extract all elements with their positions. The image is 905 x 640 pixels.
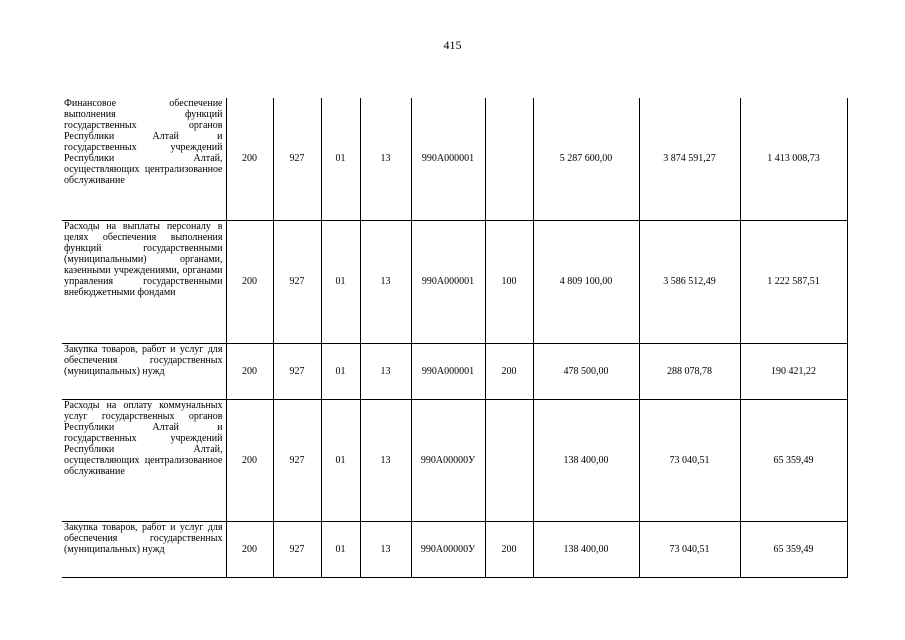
page-number: 415 bbox=[443, 38, 462, 52]
plan-amount-cell: 5 287 600,00 bbox=[533, 98, 639, 220]
table-row bbox=[62, 521, 847, 577]
table-row bbox=[62, 343, 847, 399]
plan-amount-cell: 4 809 100,00 bbox=[533, 220, 639, 343]
executed-amount-cell: 288 078,78 bbox=[639, 343, 740, 399]
ministry-code-cell: 927 bbox=[273, 343, 321, 399]
admin-code-cell: 200 bbox=[226, 220, 273, 343]
table-row bbox=[62, 98, 847, 220]
remainder-amount-cell: 1 222 587,51 bbox=[740, 220, 847, 343]
target-item-cell: 990А00000У bbox=[411, 521, 485, 577]
executed-amount-cell: 3 586 512,49 bbox=[639, 220, 740, 343]
target-item-cell: 990А000001 bbox=[411, 220, 485, 343]
ministry-code-cell: 927 bbox=[273, 521, 321, 577]
expense-type-cell: 100 bbox=[485, 220, 533, 343]
section-code-cell: 01 bbox=[321, 399, 360, 521]
expense-name-cell: Закупка товаров, работ и услуг для обеспечения государственных (муниципальных) нужд bbox=[62, 343, 226, 399]
expense-type-cell bbox=[485, 98, 533, 220]
budget-table bbox=[62, 98, 848, 578]
ministry-code-cell: 927 bbox=[273, 98, 321, 220]
plan-amount-cell: 138 400,00 bbox=[533, 521, 639, 577]
section-code-cell: 01 bbox=[321, 98, 360, 220]
admin-code-cell: 200 bbox=[226, 399, 273, 521]
subsection-code-cell: 13 bbox=[360, 220, 411, 343]
target-item-cell: 990А00000У bbox=[411, 399, 485, 521]
expense-type-cell bbox=[485, 399, 533, 521]
subsection-code-cell: 13 bbox=[360, 98, 411, 220]
admin-code-cell: 200 bbox=[226, 343, 273, 399]
ministry-code-cell: 927 bbox=[273, 399, 321, 521]
table-row bbox=[62, 220, 847, 343]
section-code-cell: 01 bbox=[321, 220, 360, 343]
remainder-amount-cell: 1 413 008,73 bbox=[740, 98, 847, 220]
section-code-cell: 01 bbox=[321, 521, 360, 577]
section-code-cell: 01 bbox=[321, 343, 360, 399]
executed-amount-cell: 73 040,51 bbox=[639, 399, 740, 521]
admin-code-cell: 200 bbox=[226, 521, 273, 577]
target-item-cell: 990А000001 bbox=[411, 98, 485, 220]
subsection-code-cell: 13 bbox=[360, 399, 411, 521]
plan-amount-cell: 478 500,00 bbox=[533, 343, 639, 399]
expense-name-cell: Закупка товаров, работ и услуг для обеспечения государственных (муниципальных) нужд bbox=[62, 521, 226, 577]
target-item-cell: 990А000001 bbox=[411, 343, 485, 399]
remainder-amount-cell: 65 359,49 bbox=[740, 399, 847, 521]
expense-name-cell: Расходы на выплаты персоналу в целях обеспечения выполнения функций государственными (муниципальными) органами, казенными учреждениями, органами управления государственными внебюджетными фондами bbox=[62, 220, 226, 343]
ministry-code-cell: 927 bbox=[273, 220, 321, 343]
expense-name-cell: Финансовое обеспечение выполнения функций государственных органов Республики Алтай и государственных учреждений Республики Алтай, осуществляющих централизованное обслуживание bbox=[62, 98, 226, 220]
remainder-amount-cell: 190 421,22 bbox=[740, 343, 847, 399]
table-row bbox=[62, 399, 847, 521]
subsection-code-cell: 13 bbox=[360, 343, 411, 399]
executed-amount-cell: 73 040,51 bbox=[639, 521, 740, 577]
expense-type-cell: 200 bbox=[485, 521, 533, 577]
expense-type-cell: 200 bbox=[485, 343, 533, 399]
plan-amount-cell: 138 400,00 bbox=[533, 399, 639, 521]
expense-name-cell: Расходы на оплату коммунальных услуг государственных органов Республики Алтай и государственных учреждений Республики Алтай, осуществляющих централизованное обслуживание bbox=[62, 399, 226, 521]
subsection-code-cell: 13 bbox=[360, 521, 411, 577]
admin-code-cell: 200 bbox=[226, 98, 273, 220]
executed-amount-cell: 3 874 591,27 bbox=[639, 98, 740, 220]
remainder-amount-cell: 65 359,49 bbox=[740, 521, 847, 577]
